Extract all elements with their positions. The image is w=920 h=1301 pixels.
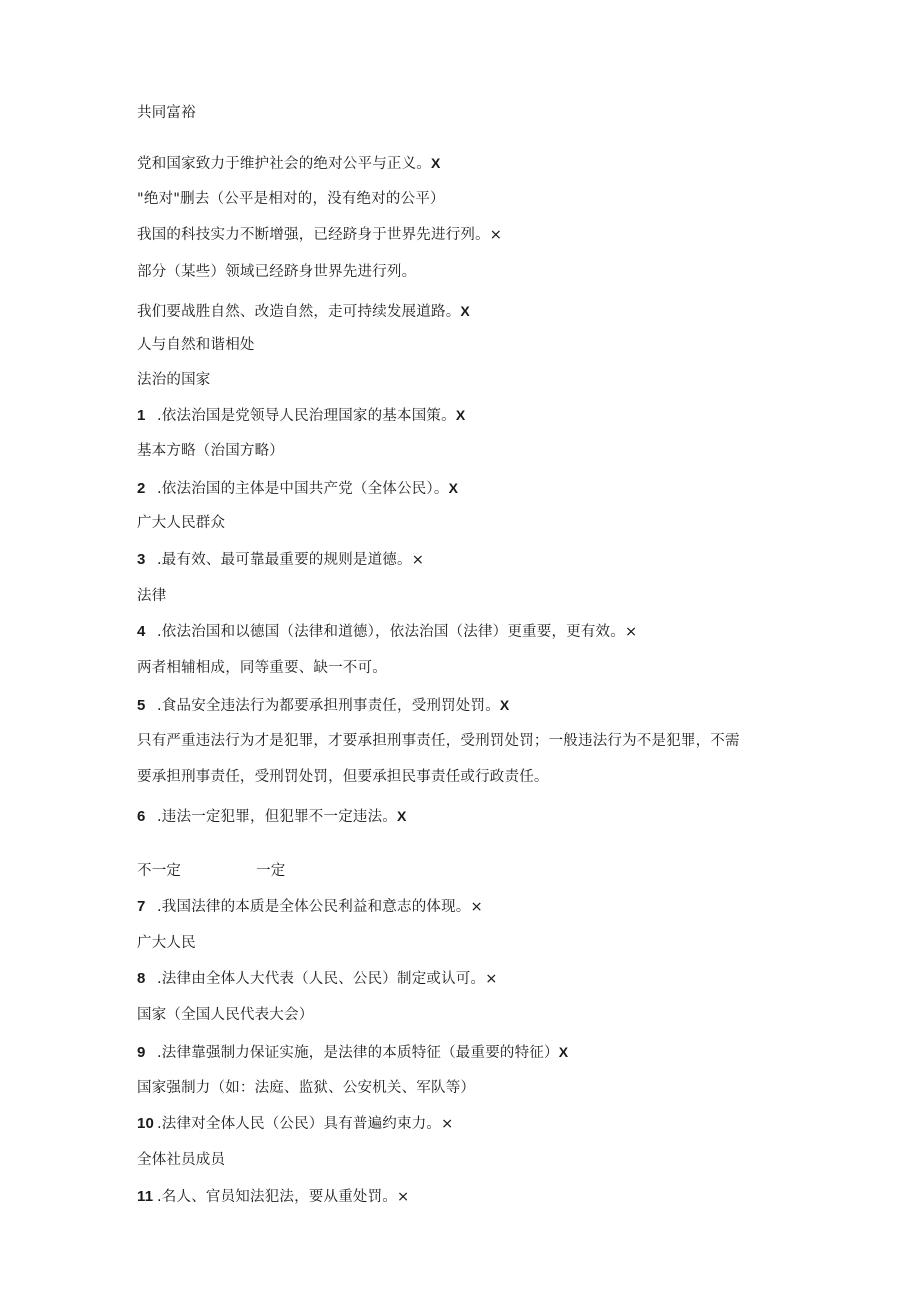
question-number: 9	[137, 1044, 146, 1061]
statement-line	[137, 301, 470, 322]
question-text: .依法治国是党领导人民治理国家的基本国策。	[157, 408, 456, 424]
wrong-mark: X	[431, 155, 441, 171]
question-line	[137, 969, 498, 989]
question-line	[137, 695, 509, 716]
question-number: 5	[137, 697, 146, 714]
subsection-title: 法治的国家	[137, 372, 211, 388]
correction-line: "绝对"删去（公平是相对的，没有绝对的公平）	[137, 191, 445, 207]
answer-line: 全体社员成员	[137, 1152, 226, 1168]
question-text: .我国法律的本质是全体公民利益和意志的体现。×	[157, 899, 483, 915]
answer-line: 只有严重违法行为才是犯罪，才要承担刑事责任，受刑罚处罚；一般违法行为不是犯罪，不需	[137, 733, 740, 749]
answer-line: 基本方略（治国方略）	[137, 443, 284, 459]
wrong-mark: X	[397, 808, 407, 824]
answer-line: 要承担刑事责任，受刑罚处罚，但要承担民事责任或行政责任。	[137, 769, 549, 785]
question-line	[137, 1114, 453, 1134]
correction-line: 人与自然和谐相处	[137, 337, 255, 353]
question-number: 2	[137, 480, 146, 497]
statement-text: 党和国家致力于维护社会的绝对公平与正义。	[137, 156, 431, 172]
question-text: .依法治国的主体是中国共产党（全体公民）。	[157, 481, 449, 497]
question-number: 11	[137, 1188, 154, 1205]
question-line	[137, 478, 458, 499]
question-text: .最有效、最可靠最重要的规则是道德。×	[157, 552, 425, 568]
question-text: .食品安全违法行为都要承担刑事责任，受刑罚处罚。	[157, 698, 500, 714]
question-line	[137, 405, 465, 426]
question-number: 6	[137, 808, 146, 825]
question-number: 4	[137, 623, 146, 640]
answer-line: 广大人民群众	[137, 515, 226, 531]
answer-line: 广大人民	[137, 935, 196, 951]
correction-line: 部分（某些）领域已经跻身世界先进行列。	[137, 264, 417, 280]
wrong-mark: X	[455, 407, 466, 423]
question-line	[137, 806, 407, 827]
answer-line: 两者相辅相成，同等重要、缺一不可。	[137, 660, 387, 676]
statement-text: 我们要战胜自然、改造自然，走可持续发展道路。	[137, 304, 461, 320]
statement-line: 我国的科技实力不断增强，已经跻身于世界先进行列。×	[137, 227, 503, 243]
question-line	[137, 897, 483, 917]
question-line	[137, 550, 424, 570]
question-line	[137, 622, 637, 642]
question-text: .名人、官员知法犯法，要从重处罚。×	[157, 1189, 410, 1205]
wrong-mark: X	[499, 697, 510, 713]
question-number: 7	[137, 898, 146, 915]
question-text: .违法一定犯罪，但犯罪不一定违法。	[157, 809, 398, 825]
wrong-mark: X	[460, 303, 470, 319]
answer-part-b: 一定	[256, 863, 286, 879]
answer-line	[137, 861, 286, 881]
question-number: 8	[137, 970, 146, 987]
question-line	[137, 1187, 409, 1207]
question-text: .法律由全体人大代表（人民、公民）制定或认可。×	[157, 971, 498, 987]
statement-line	[137, 153, 441, 174]
answer-line: 国家强制力（如：法庭、监狱、公安机关、军队等）	[137, 1080, 476, 1096]
section-title: 共同富裕	[137, 105, 196, 121]
answer-line: 法律	[137, 588, 167, 604]
question-number: 1	[137, 407, 146, 424]
question-text: .法律靠强制力保证实施，是法律的本质特征（最重要的特征）	[157, 1045, 559, 1061]
question-text: .依法治国和以德国（法律和道德），依法治国（法律）更重要，更有效。×	[157, 624, 638, 640]
question-line	[137, 1042, 568, 1063]
question-number: 10	[137, 1115, 155, 1132]
wrong-mark: X	[448, 480, 459, 496]
wrong-mark: X	[558, 1044, 569, 1060]
answer-line: 国家（全国人民代表大会）	[137, 1007, 314, 1023]
answer-part-a: 不一定	[137, 863, 182, 879]
question-number: 3	[137, 551, 146, 568]
question-text: .法律对全体人民（公民）具有普遍约束力。×	[157, 1116, 454, 1132]
